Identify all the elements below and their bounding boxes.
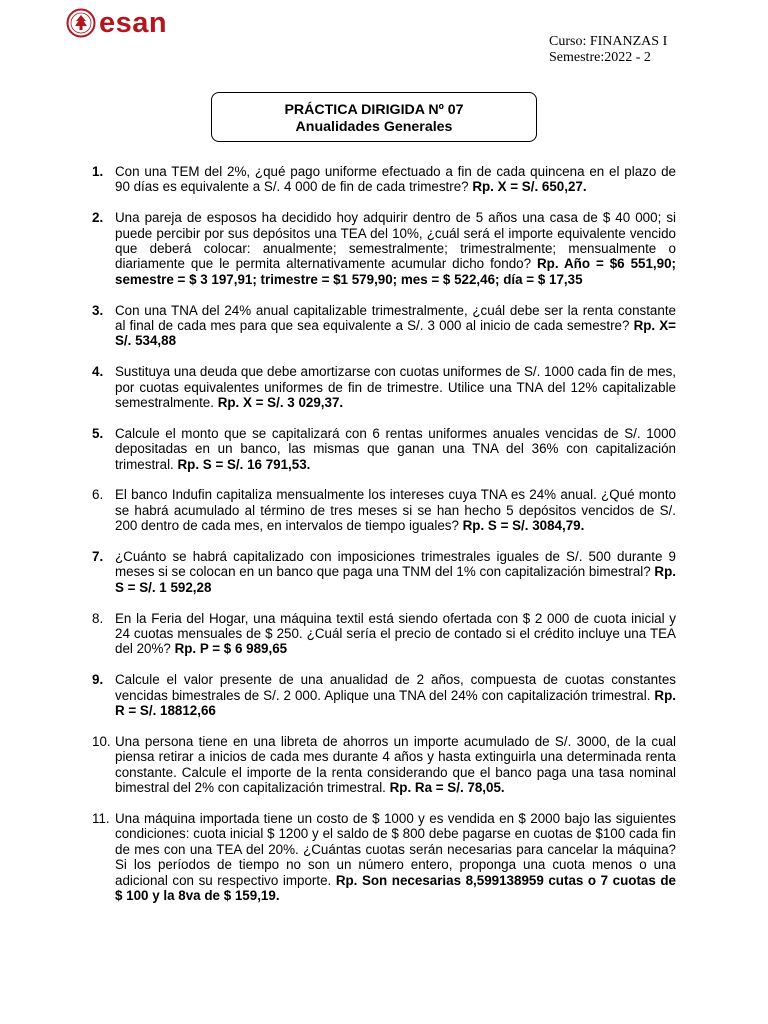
exercise-answer: Rp. Año = $6 551,90; semestre = $ 3 197,91; trimestre = $1 579,90; mes = $ 522,46; día = $ 17,35 [115,256,676,287]
page-subtitle: Anualidades Generales [295,119,453,135]
exercise-number: 10. [92,733,111,749]
exercise-text: Calcule el valor presente de una anualidad de 2 años, compuesta de cuotas constantes vencidas bimestrales de S/. 2 000. Aplique una TNA del 24% con capitalización trimestral. Rp. R = S/. 18812,66 [115,672,676,719]
exercise-list [92,164,676,919]
exercise-item [92,549,676,595]
exercise-number: 8. [92,610,104,626]
exercise-answer: Rp. Son necesarias 8,599138959 cutas o 7 cuotas de $ 100 y la 8va de $ 159,19. [115,872,677,903]
exercise-text: Una pareja de esposos ha decidido hoy adquirir dentro de 5 años una casa de $ 40 000; si puede percibir por sus depósitos una TEA del 10%, ¿cuál será el importe equivalente vencido que deberá colocar: anualmente; semestralmente; trimestralmente; mensualmente o diariamente que le permita alternativamente acumular dicho fondo? Rp. Año = $6 551,90; semestre = $ 3 197,91; trimestre = $1 579,90; mes = $ 522,46; día = $ 17,35 [115,210,676,287]
exercise-number: 1. [92,164,104,179]
exercise-answer: Rp. Ra = S/. 78,05. [389,780,505,796]
exercise-answer: Rp. P = $ 6 989,65 [174,641,288,657]
exercise-number: 3. [92,302,104,318]
exercise-answer: Rp. S = S/. 1 592,28 [115,564,676,595]
exercise-text: Calcule el monto que se capitalizará con 6 rentas uniformes anuales vencidas de S/. 1000 depositadas en un banco, las mismas que ganan una TNA del 36% con capitalización trimestral. Rp. S = S/. 16 791,53. [115,425,676,472]
exercise-item [92,426,676,472]
page-title: PRÁCTICA DIRIGIDA Nº 07 [284,102,464,118]
exercise-answer: Rp. R = S/. 18812,66 [115,687,676,719]
exercise-text: Sustituya una deuda que debe amortizarse con cuotas uniformes de S/. 1000 cada fin de mes, por cuotas equivalentes uniformes de fin de trimestre. Utilice una TNA del 12% capitalizable semestralmente. Rp. X = S/. 3 029,37. [115,364,676,411]
exercise-number: 11. [92,810,110,826]
exercise-text: Una máquina importada tiene un costo de $ 1000 y es vendida en $ 2000 bajo las siguientes condiciones: cuota inicial $ 1200 y el saldo de $ 800 debe pagarse en cuotas de $100 cada fin de mes con una TEA del 20%. ¿Cuántas cuotas serán necesarias para cancelar la máquina? Si los períodos de tiempo no son un número entero, proponga una cuota menos o una adicional con su respectivo importe. Rp. Son necesarias 8,599138959 cutas o 7 cuotas de $ 100 y la 8va de $ 159,19. [115,810,677,903]
exercise-text: Con una TEM del 2%, ¿qué pago uniforme efectuado a fin de cada quincena en el plazo de 90 días es equivalente a S/. 4 000 de fin de cada trimestre? Rp. X = S/. 650,27. [115,164,676,195]
exercise-item [92,210,676,287]
exercise-number: 5. [92,425,104,441]
exercise-answer: Rp. S = S/. 3084,79. [462,518,585,534]
exercise-number: 4. [92,364,104,380]
course-name: Curso: FINANZAS I [549,34,668,49]
exercise-answer: Rp. S = S/. 16 791,53. [177,456,311,472]
exercise-number: 7. [92,549,104,565]
exercise-number: 2. [92,210,104,226]
exercise-text: En la Feria del Hogar, una máquina textil está siendo ofertada con $ 2 000 de cuota inicial y 24 cuotas mensuales de $ 250. ¿Cuál sería el precio de contado si el crédito incluye una TEA del 20%? Rp. P = $ 6 989,65 [115,610,676,657]
exercise-answer: Rp. X = S/. 3 029,37. [217,395,344,411]
esan-seal-icon [66,8,96,38]
exercise-number: 9. [92,672,104,688]
exercise-answer: Rp. X= S/. 534,88 [115,318,677,349]
exercise-item [92,611,676,657]
exercise-item [92,811,676,903]
exercise-text: El banco Indufin capitaliza mensualmente los intereses cuya TNA es 24% anual. ¿Qué monto se habrá acumulado al término de tres meses si se han hecho 5 depósitos vencidos de S/. 200 dentro de cada mes, en intervalos de tiempo iguales? Rp. S = S/. 3084,79. [115,487,676,534]
exercise-item [92,164,676,195]
exercise-text: ¿Cuánto se habrá capitalizado con imposiciones trimestrales iguales de S/. 500 durante 9 meses si se colocan en un banco que paga una TNM del 1% con capitalización bimestral? Rp. S = S/. 1 592,28 [115,549,676,595]
exercise-item [92,303,676,349]
logo-wordmark: esan [99,6,168,39]
exercise-item [92,734,676,796]
exercise-item [92,487,676,533]
exercise-text: Una persona tiene en una libreta de ahorros un importe acumulado de S/. 3000, de la cual piensa retirar a inicios de cada mes durante 4 años y hasta extinguirla una determinada renta constante. Calcule el importe de la renta considerando que el banco paga una tasa nominal bimestral del 2% con capitalización trimestral. Rp. Ra = S/. 78,05. [115,733,676,796]
exercise-item [92,364,676,410]
exercise-item [92,672,676,718]
esan-logo [66,6,167,40]
exercise-text: Con una TNA del 24% anual capitalizable trimestralmente, ¿cuál debe ser la renta constante al final de cada mes para que sea equivalente a S/. 3 000 al inicio de cada semestre? Rp. X= S/. 534,88 [115,302,677,349]
exercise-number: 6. [92,487,104,503]
course-info [549,34,667,65]
semester: Semestre:2022 - 2 [549,49,651,65]
title-box [211,92,537,142]
exercise-answer: Rp. X = S/. 650,27. [472,179,587,195]
